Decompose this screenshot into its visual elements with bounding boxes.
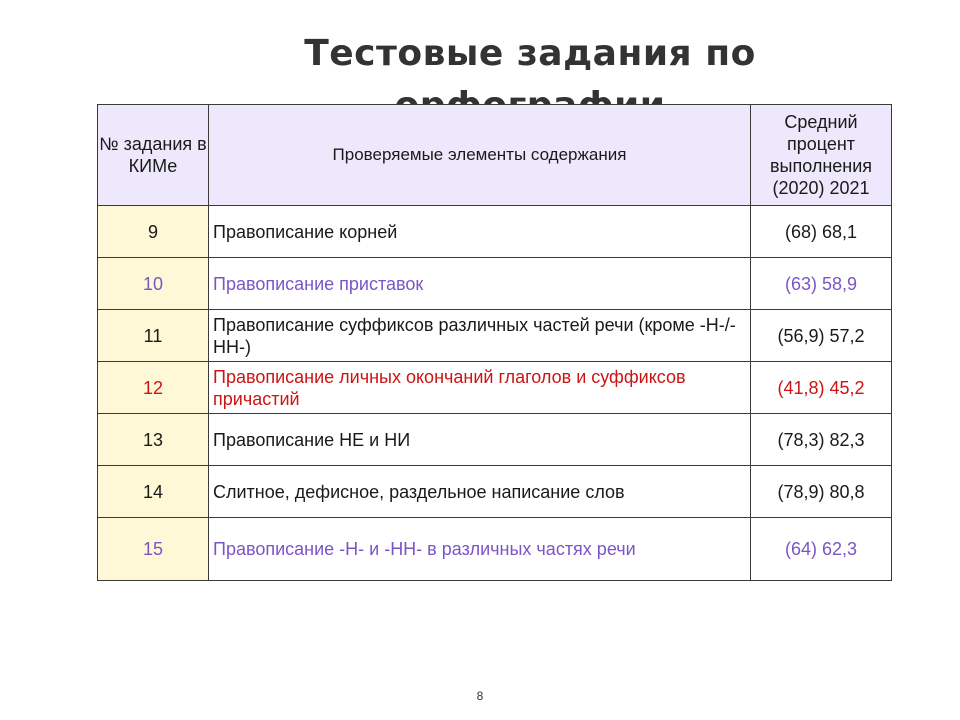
- slide-title: Тестовые задания по: [304, 33, 756, 74]
- average-percent: (78,3) 82,3: [751, 414, 892, 466]
- task-number: 11: [98, 310, 209, 362]
- average-percent: (41,8) 45,2: [751, 362, 892, 414]
- table-row: [98, 310, 892, 362]
- content-element: Правописание корней: [209, 206, 751, 258]
- page-number: 8: [476, 689, 484, 703]
- content-element: Правописание личных окончаний глаголов и суффиксов причастий: [209, 362, 751, 414]
- header-average-percent: Средний процент выполнения (2020) 2021: [751, 105, 892, 206]
- table-row: [98, 518, 892, 581]
- table-row: [98, 258, 892, 310]
- average-percent: (68) 68,1: [751, 206, 892, 258]
- tasks-table: [97, 104, 892, 581]
- table-row: [98, 466, 892, 518]
- header-task-number: № задания в КИМе: [98, 105, 209, 206]
- task-number: 13: [98, 414, 209, 466]
- average-percent: (56,9) 57,2: [751, 310, 892, 362]
- task-number: 12: [98, 362, 209, 414]
- content-element: Правописание суффиксов различных частей речи (кроме -Н-/-НН-): [209, 310, 751, 362]
- content-element: Правописание приставок: [209, 258, 751, 310]
- table-row: [98, 206, 892, 258]
- task-number: 10: [98, 258, 209, 310]
- header-content-elements: Проверяемые элементы содержания: [209, 105, 751, 206]
- average-percent: (64) 62,3: [751, 518, 892, 581]
- average-percent: (63) 58,9: [751, 258, 892, 310]
- average-percent: (78,9) 80,8: [751, 466, 892, 518]
- content-element: Слитное, дефисное, раздельное написание слов: [209, 466, 751, 518]
- task-number: 9: [98, 206, 209, 258]
- content-element: Правописание -Н- и -НН- в различных частях речи: [209, 518, 751, 581]
- table-header-row: [98, 105, 892, 206]
- content-element: Правописание НЕ и НИ: [209, 414, 751, 466]
- table-row: [98, 414, 892, 466]
- table-row: [98, 362, 892, 414]
- task-number: 14: [98, 466, 209, 518]
- task-number: 15: [98, 518, 209, 581]
